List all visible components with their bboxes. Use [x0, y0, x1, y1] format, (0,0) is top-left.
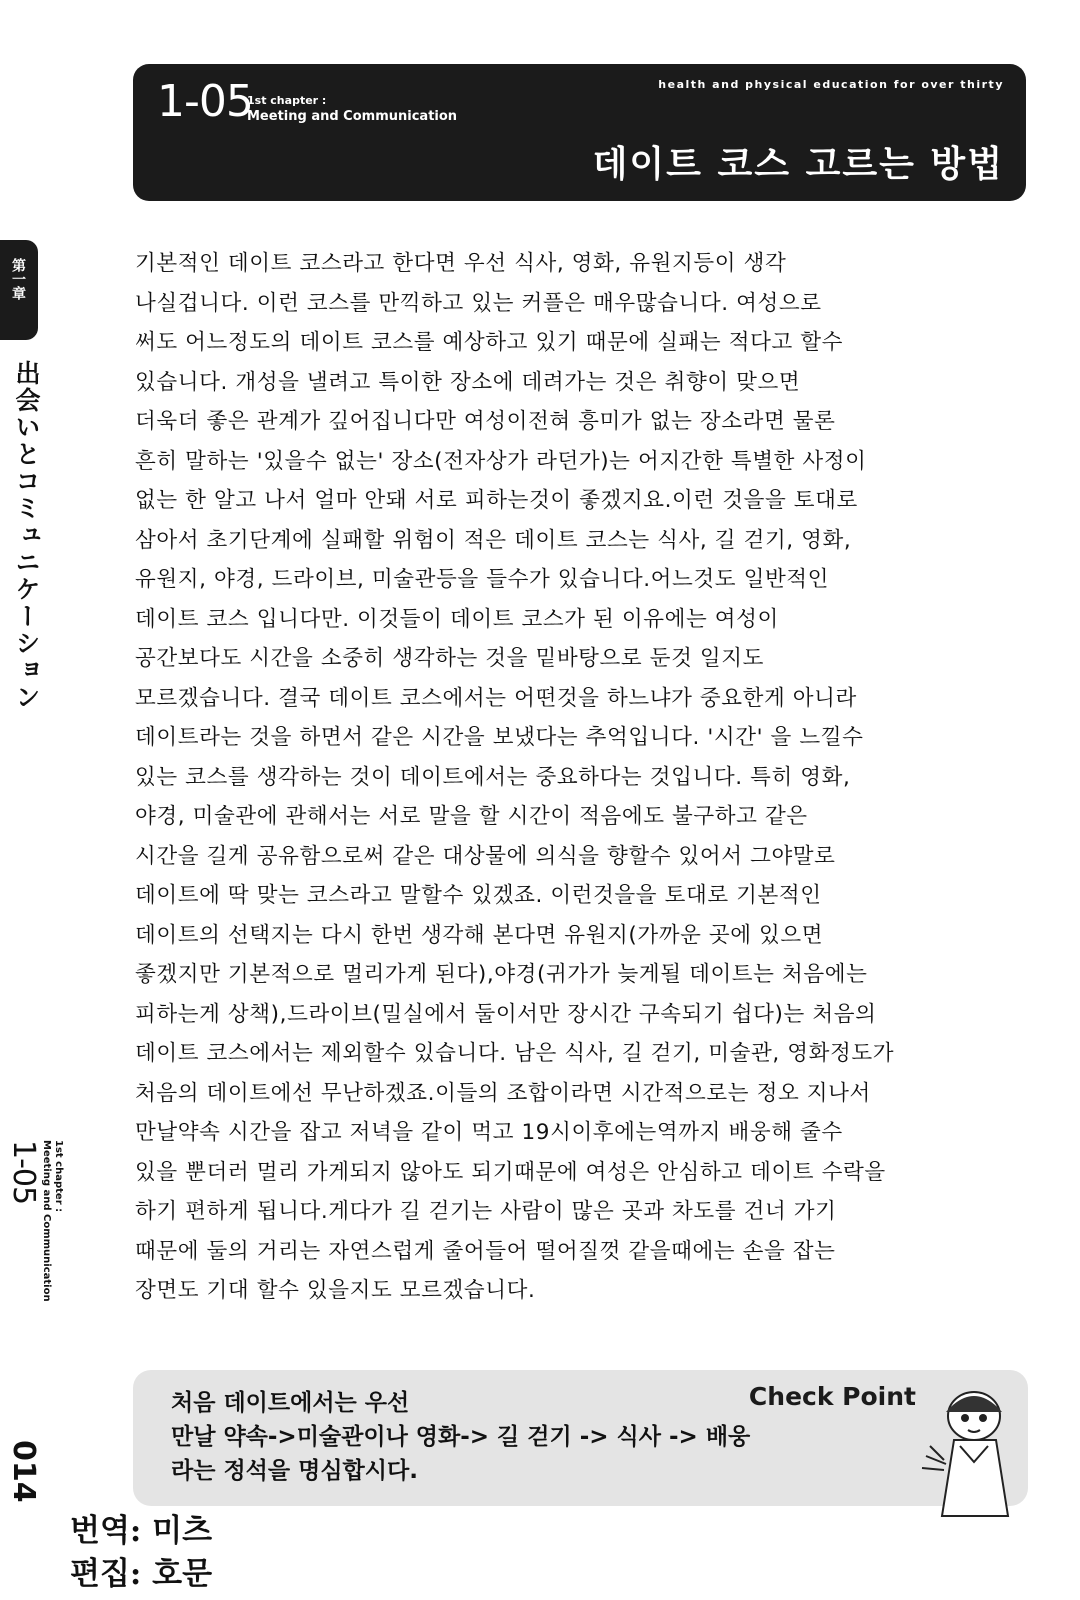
body-line: 삼아서 초기단계에 실패할 위험이 적은 데이트 코스는 식사, 길 걷기, 영화, [135, 527, 852, 553]
mascot-illustration [916, 1376, 1022, 1536]
body-line: 있습니다. 개성을 낼려고 특이한 장소에 데려가는 것은 취향이 맞으면 [135, 369, 801, 395]
side-section-code: 1-05 [6, 1140, 41, 1205]
body-line: 흔히 말하는 '있을수 없는' 장소(전자상가 라던가)는 어지간한 특별한 사정이 [135, 448, 867, 474]
side-chapter-label: 1st chapter : [53, 1140, 64, 1213]
check-point-line: 만날 약속->미술관이나 영화-> 길 걷기 -> 식사 -> 배웅 [171, 1424, 751, 1450]
body-line: 장면도 기대 할수 있을지도 모르겠습니다. [135, 1278, 536, 1303]
body-line: 때문에 둘의 거리는 자연스럽게 줄어들어 떨어질껏 같을때에는 손을 잡는 [135, 1238, 836, 1264]
body-line: 써도 어느정도의 데이트 코스를 예상하고 있기 때문에 실패는 적다고 할수 [135, 330, 843, 355]
check-point-line: 처음 데이트에서는 우선 [171, 1390, 410, 1416]
body-line: 데이트 코스에서는 제외할수 있습니다. 남은 식사, 길 걷기, 미술관, 영화정도가 [135, 1041, 895, 1066]
chapter-side-tab [0, 240, 38, 340]
body-line: 야경, 미술관에 관해서는 서로 말을 할 시간이 적음에도 불구하고 같은 [135, 804, 808, 829]
body-line: 데이트 코스 입니다만. 이것들이 데이트 코스가 된 이유에는 여성이 [135, 606, 779, 632]
page-number: 014 [6, 1440, 41, 1503]
body-line: 없는 한 알고 나서 얼마 안돼 서로 피하는것이 좋겠지요.이런 것을을 토대로 [135, 488, 858, 513]
body-line: 시간을 길게 공유함으로써 같은 대상물에 의식을 향할수 있어서 그야말로 [135, 843, 836, 869]
body-line: 있는 코스를 생각하는 것이 데이트에서는 중요하다는 것입니다. 특히 영화, [135, 764, 851, 790]
series-tagline: health and physical education for over thirty [658, 78, 1004, 91]
check-point-text [171, 1386, 750, 1488]
check-point-title: Check Point [748, 1382, 916, 1411]
side-chapter-name: Meeting and Communication [41, 1140, 52, 1302]
body-line: 좋겠지만 기본적으로 멀리가게 된다),야경(귀가가 늦게될 데이트는 처음에는 [135, 962, 868, 987]
credits [70, 1510, 212, 1596]
body-line: 공간보다도 시간을 소중히 생각하는 것을 밑바탕으로 둔것 일지도 [135, 646, 765, 671]
body-line: 더욱더 좋은 관계가 깊어집니다만 여성이전혀 흥미가 없는 장소라면 물론 [135, 409, 836, 434]
body-line: 데이트라는 것을 하면서 같은 시간을 보냈다는 추억입니다. '시간' 을 느낄수 [135, 725, 864, 750]
page-title: 데이트 코스 고르는 방법 [592, 144, 1004, 185]
chapter-name: Meeting and Communication [247, 109, 458, 124]
body-line: 데이트의 선택지는 다시 한번 생각해 본다면 유원지(가까운 곳에 있으면 [135, 922, 824, 948]
chapter-code: 1-05 [157, 76, 253, 127]
body-line: 만날약속 시간을 잡고 저녁을 같이 먹고 19시이후에는역까지 배웅해 줄수 [135, 1120, 843, 1145]
body-line: 나실겁니다. 이런 코스를 만끽하고 있는 커플은 매우많습니다. 여성으로 [135, 290, 822, 316]
side-chapter-title: 出会いとコミュニケーション [12, 360, 41, 711]
body-line: 하기 편하게 됩니다.게다가 길 걷기는 사람이 많은 곳과 차도를 건너 가기 [135, 1199, 837, 1224]
side-tab-label: 第一章 [10, 258, 26, 300]
body-paragraph [135, 244, 1035, 1311]
check-point-box [133, 1370, 1028, 1506]
body-line: 모르겠습니다. 결국 데이트 코스에서는 어떤것을 하느냐가 중요한게 아니라 [135, 685, 857, 711]
body-line: 피하는게 상책),드라이브(밀실에서 둘이서만 장시간 구속되기 쉽다)는 처음의 [135, 1001, 877, 1027]
body-line: 처음의 데이트에선 무난하겠죠.이들의 조합이라면 시간적으로는 정오 지나서 [135, 1080, 871, 1106]
chapter-label: 1st chapter : [247, 94, 327, 107]
chapter-header-banner [133, 64, 1026, 201]
body-line: 있을 뿐더러 멀리 가게되지 않아도 되기때문에 여성은 안심하고 데이트 수락을 [135, 1159, 886, 1185]
editing-credit: 편집: 호문 [70, 1556, 213, 1592]
body-line: 유원지, 야경, 드라이브, 미술관등을 들수가 있습니다.어느것도 일반적인 [135, 567, 830, 592]
body-line: 데이트에 딱 맞는 코스라고 말할수 있겠죠. 이런것을을 토대로 기본적인 [135, 883, 822, 908]
side-chapter-caption [40, 1140, 64, 1302]
check-point-line: 라는 정석을 명심합시다. [171, 1458, 418, 1484]
body-line: 기본적인 데이트 코스라고 한다면 우선 식사, 영화, 유원지등이 생각 [135, 251, 787, 276]
translation-credit: 번역: 미츠 [70, 1513, 213, 1549]
